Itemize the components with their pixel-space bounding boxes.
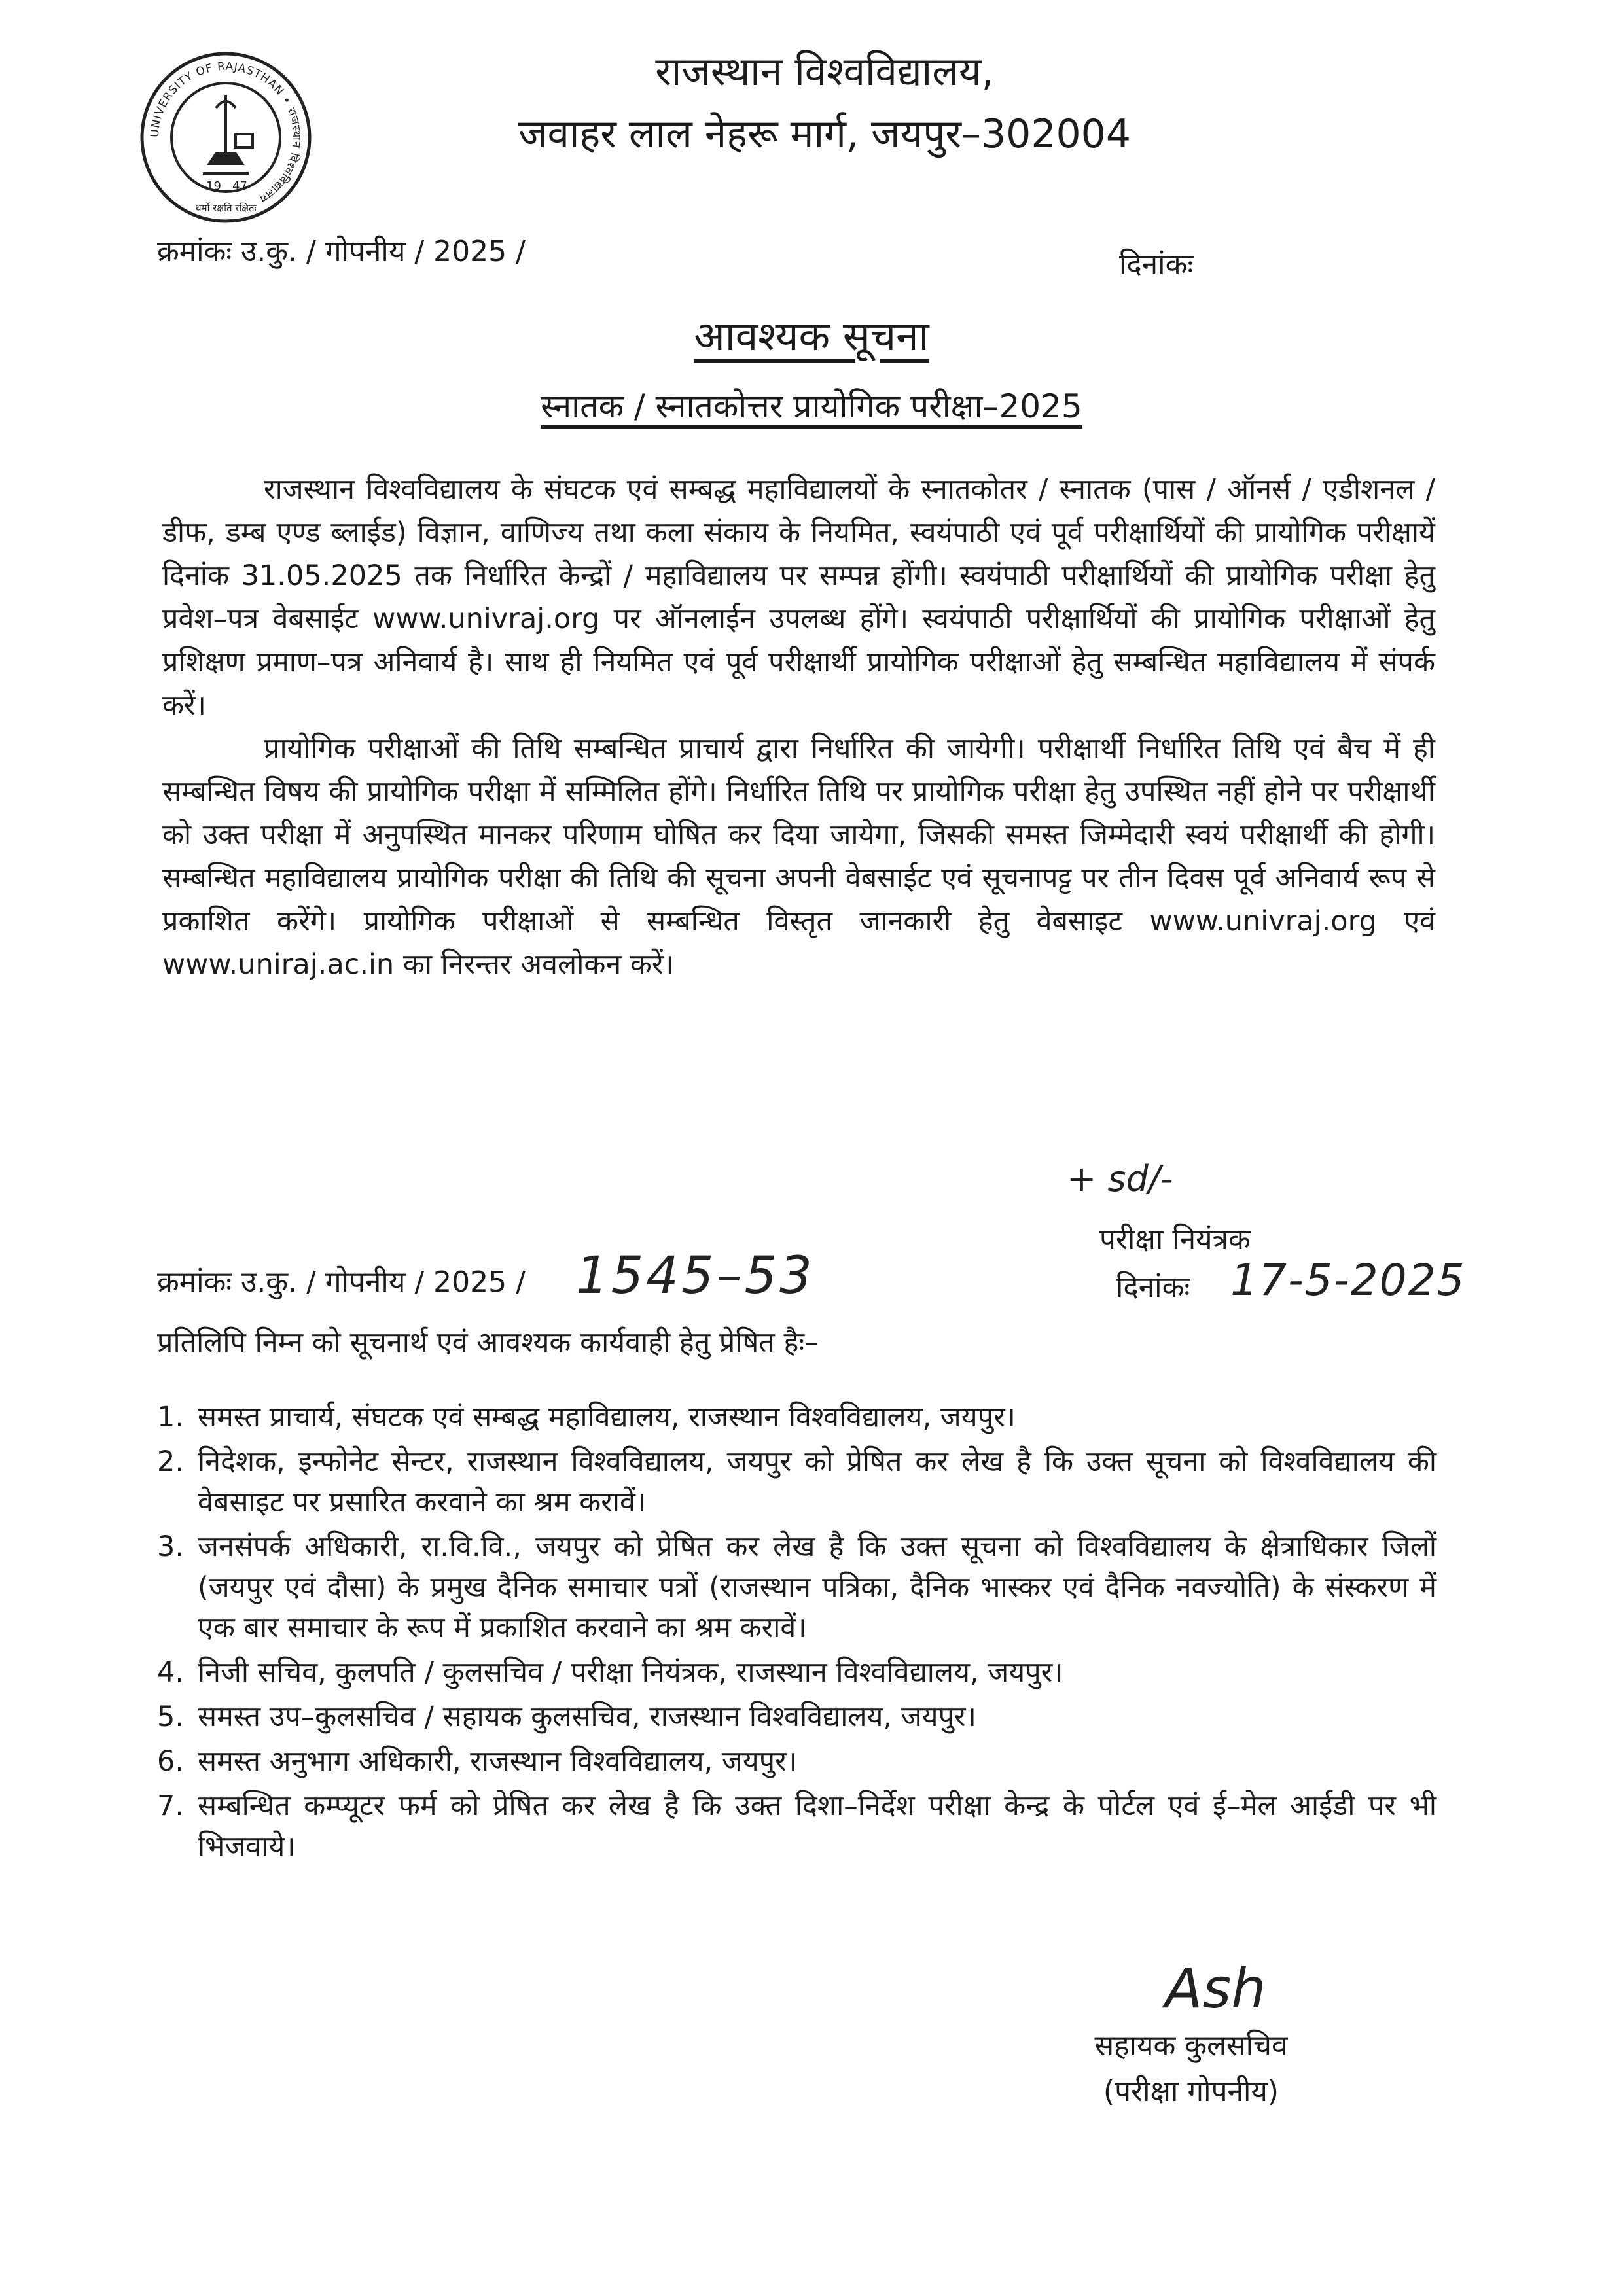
notice-subtitle: स्नातक / स्नातकोत्तर प्रायोगिक परीक्षा–2025 bbox=[541, 387, 1082, 425]
date-label-bottom: दिनांकः bbox=[1116, 1271, 1190, 1304]
assistant-registrar-designation: सहायक कुलसचिव bbox=[1094, 2029, 1288, 2062]
copy-to-intro: प्रतिलिपि निम्न को सूचनार्थ एवं आवश्यक कार्यवाही हेतु प्रेषित हैः– bbox=[157, 1326, 819, 1359]
copy-to-item bbox=[157, 1397, 1436, 1438]
copy-to-item bbox=[157, 1786, 1436, 1867]
assistant-registrar-department: (परीक्षा गोपनीय) bbox=[1103, 2075, 1279, 2108]
controller-signature: + sd/- bbox=[1067, 1158, 1173, 1199]
copy-to-list bbox=[157, 1397, 1436, 1871]
seal-motto: धर्मो रक्षति रक्षितः bbox=[195, 202, 257, 214]
seal-year-left: 19 bbox=[206, 179, 221, 193]
copy-to-item-text: निजी सचिव, कुलपति / कुलसचिव / परीक्षा नियंत्रक, राजस्थान विश्वविद्यालय, जयपुर। bbox=[198, 1656, 1063, 1689]
reference-number-bottom: क्रमांकः उ.कु. / गोपनीय / 2025 / bbox=[157, 1265, 526, 1299]
seal-outer-text: UNIVERSITY OF RAJASTHAN • राजस्थान विश्वविद्यालय bbox=[148, 60, 304, 205]
copy-to-item-text: जनसंपर्क अधिकारी, रा.वि.वि., जयपुर को प्रेषित कर लेख है कि उक्त सूचना को विश्वविद्यालय के क्षेत्राधिकार जिलों (जयपुर एवं दौसा) के प्रमुख दैनिक समाचार पत्रों (राजस्थान पत्रिका, दैनिक भास्कर एवं दैनिक नवज्योति) के संस्करण में एक बार समाचार के रूप में प्रकाशित करवाने का श्रम करावें। bbox=[198, 1530, 1436, 1644]
dispatch-number: 1545–53 bbox=[576, 1246, 815, 1305]
notice-paragraph-2: प्रायोगिक परीक्षाओं की तिथि सम्बन्धित प्राचार्य द्वारा निर्धारित की जायेगी। परीक्षार्थी निर्धारित तिथि एवं बैच में ही सम्बन्धित विषय की प्रायोगिक परीक्षा में सम्मिलित होंगे। निर्धारित तिथि पर प्रायोगिक परीक्षा हेतु उपस्थित नहीं होने पर परीक्षार्थी को उक्त परीक्षा में अनुपस्थित मानकर परिणाम घोषित कर दिया जायेगा, जिसकी समस्त जिम्मेदारी स्वयं परीक्षार्थी की होगी। सम्बन्धित महाविद्यालय प्रायोगिक परीक्षा की तिथि की सूचना अपनी वेबसाईट एवं सूचनापट्ट पर तीन दिवस पूर्व अनिवार्य रूप से प्रकाशित करेंगे। प्रायोगिक परीक्षाओं से सम्बन्धित विस्तृत जानकारी हेतु वेबसाइट www.univraj.org एवं www.uniraj.ac.in का निरन्तर अवलोकन करें। bbox=[162, 732, 1435, 981]
notice-paragraph-1: राजस्थान विश्वविद्यालय के संघटक एवं सम्बद्ध महाविद्यालयों के स्नातकोतर / स्नातक (पास / ऑनर्स / एडीशनल / डीफ, डम्ब एण्ड ब्लाईड) विज्ञान, वाणिज्य तथा कला संकाय के नियमित, स्वयंपाठी एवं पूर्व परीक्षार्थियों की प्रायोगिक परीक्षायें दिनांक 31.05.2025 तक निर्धारित केन्द्रों / महाविद्यालय पर सम्पन्न होंगी। स्वयंपाठी परीक्षार्थियों की प्रायोगिक परीक्षा हेतु प्रवेश–पत्र वेबसाईट www.univraj.org पर ऑनलाईन उपलब्ध होंगे। स्वयंपाठी परीक्षार्थियों की प्रायोगिक परीक्षाओं हेतु प्रशिक्षण प्रमाण–पत्र अनिवार्य है। साथ ही नियमित एवं पूर्व परीक्षार्थी प्रायोगिक परीक्षाओं हेतु सम्बन्धित महाविद्यालय में संपर्क करें। bbox=[162, 473, 1435, 722]
copy-to-item bbox=[157, 1697, 1436, 1737]
copy-to-item-number: 7. bbox=[157, 1790, 185, 1822]
dispatch-date: 17-5-2025 bbox=[1230, 1255, 1466, 1305]
controller-designation: परीक्षा नियंत्रक bbox=[1099, 1223, 1251, 1256]
copy-to-item bbox=[157, 1527, 1436, 1648]
copy-to-item-text: सम्बन्धित कम्प्यूटर फर्म को प्रेषित कर लेख है कि उक्त दिशा–निर्देश परीक्षा केन्द्र के पोर्टल एवं ई–मेल आईडी पर भी भिजवाये। bbox=[198, 1790, 1436, 1863]
copy-to-item-text: समस्त उप–कुलसचिव / सहायक कुलसचिव, राजस्थान विश्वविद्यालय, जयपुर। bbox=[198, 1701, 976, 1733]
date-label-top: दिनांकः bbox=[1119, 248, 1194, 281]
reference-number-top: क्रमांकः उ.कु. / गोपनीय / 2025 / bbox=[157, 235, 526, 268]
copy-to-item-number: 6. bbox=[157, 1745, 185, 1778]
copy-to-item-number: 5. bbox=[157, 1701, 185, 1733]
copy-to-item-text: निदेशक, इन्फोनेट सेन्टर, राजस्थान विश्वविद्यालय, जयपुर को प्रेषित कर लेख है कि उक्त सूचना को विश्वविद्यालय की वेबसाइट पर प्रसारित करवाने का श्रम करावें। bbox=[198, 1445, 1436, 1519]
copy-to-item-number: 1. bbox=[157, 1401, 185, 1434]
copy-to-item-text: समस्त प्राचार्य, संघटक एवं सम्बद्ध महाविद्यालय, राजस्थान विश्वविद्यालय, जयपुर। bbox=[198, 1401, 1016, 1434]
copy-to-item-number: 2. bbox=[157, 1445, 185, 1478]
assistant-registrar-signature: Ash bbox=[1165, 1956, 1266, 2021]
copy-to-item bbox=[157, 1652, 1436, 1693]
notice-body bbox=[162, 468, 1435, 986]
seal-year-right: 47 bbox=[232, 179, 247, 193]
copy-to-item bbox=[157, 1441, 1436, 1523]
copy-to-item-text: समस्त अनुभाग अधिकारी, राजस्थान विश्वविद्यालय, जयपुर। bbox=[198, 1745, 798, 1778]
notice-title: आवश्यक सूचना bbox=[694, 312, 929, 360]
university-address: जवाहर लाल नेहरू मार्ग, जयपुर–302004 bbox=[518, 111, 1132, 157]
copy-to-item-number: 3. bbox=[157, 1530, 185, 1563]
copy-to-item bbox=[157, 1741, 1436, 1782]
university-name: राजस्थान विश्वविद्यालय, bbox=[655, 49, 994, 95]
copy-to-item-number: 4. bbox=[157, 1656, 185, 1689]
